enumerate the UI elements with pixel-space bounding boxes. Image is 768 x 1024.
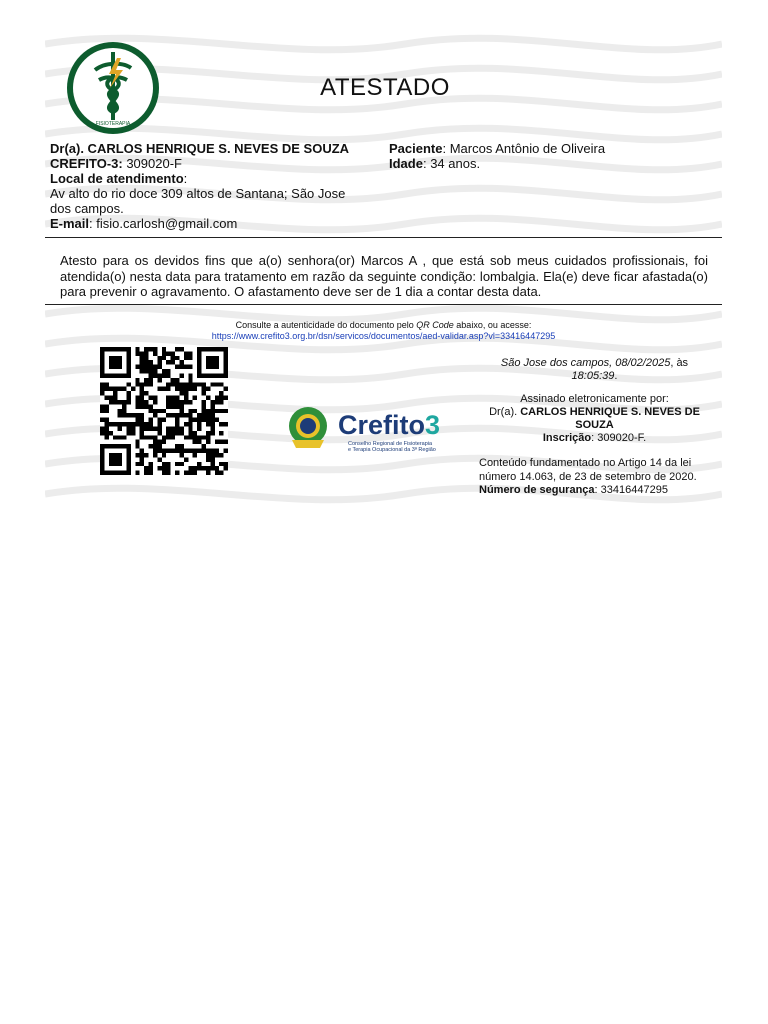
security-label: Número de segurança xyxy=(479,484,595,496)
signer-name: CARLOS HENRIQUE S. NEVES DE SOUZA xyxy=(520,406,700,431)
legal-block xyxy=(479,457,715,498)
age-value: : 34 anos. xyxy=(422,156,481,171)
patient-label: Paciente xyxy=(389,141,443,156)
certificate-sheet xyxy=(45,34,722,506)
doctor-info: Dr(a). CARLOS HENRIQUE S. NEVES DE SOUZA CREFITO-3: 309020-F Local de atendimento: Av alto do rio doce 309 altos de Santana; São Jose dos campos. E-mail: fisio.carlosh@gmail.com xyxy=(50,141,365,231)
age-label: Idade xyxy=(389,156,423,171)
certificate-text: Atesto para os devidos fins que a(o) senhora(or) Marcos A , que está sob meus cuidados profissionais, foi atendida(o) nesta data para tratamento em razão da seguinte condição: lombalgia. Ela(e) deve ficar afastada(o) para prevenir o agravamento. O afastamento deve ser de 1 dia a contar desta data. xyxy=(60,253,708,299)
crefito3-logo xyxy=(286,400,472,456)
qr-code[interactable] xyxy=(95,347,233,475)
email-label: E-mail xyxy=(50,216,90,231)
sign-time: 18:05:39 xyxy=(571,370,615,382)
email-value: : fisio.carlosh@gmail.com xyxy=(89,216,238,231)
location-label: Local de atendimento xyxy=(50,171,184,186)
address: Av alto do rio doce 309 altos de Santana; São Jose dos campos. xyxy=(50,186,346,216)
divider-top xyxy=(45,237,722,238)
crefito-label: CREFITO-3: xyxy=(50,156,123,171)
legal-basis: Conteúdo fundamentado no Artigo 14 da lei número 14.063, de 23 de setembro de 2020. xyxy=(479,457,697,483)
crefito-value: 309020-F xyxy=(122,156,182,171)
security-value: : 33416447295 xyxy=(594,484,668,496)
page-title: ATESTADO xyxy=(320,74,450,101)
verification-note: Consulte a autenticidade do documento pelo QR Code abaixo, ou acesse: https://www.crefito3.org.br/dsn/servicos/documentos/aed-validar.asp?vl=33416447295 xyxy=(45,320,722,342)
divider-bottom xyxy=(45,304,722,305)
svg-text:Conselho Regional de Fisiotera: Conselho Regional de Fisioterapia xyxy=(348,441,433,447)
inscricao-label: Inscrição xyxy=(542,432,592,444)
verification-link[interactable]: https://www.crefito3.org.br/dsn/servicos/documentos/aed-validar.asp?vl=33416447295 xyxy=(211,331,556,341)
patient-name: : Marcos Antônio de Oliveira xyxy=(442,141,606,156)
svg-text:e Terapia Ocupacional da 3ª Re: e Terapia Ocupacional da 3ª Região xyxy=(348,447,436,453)
signed-by: Assinado eletronicamente por: xyxy=(520,393,669,405)
doctor-name: Dr(a). CARLOS HENRIQUE S. NEVES DE SOUZA xyxy=(50,141,350,156)
physiotherapy-logo xyxy=(65,36,161,140)
svg-text:FISIOTERAPIA: FISIOTERAPIA xyxy=(95,121,131,127)
inscricao-value: : 309020-F. xyxy=(591,432,647,444)
patient-info xyxy=(389,141,709,171)
signature-block: São Jose dos campos, 08/02/2025, às 18:05:39. Assinado eletronicamente por: Dr(a). CARLOS HENRIQUE S. NEVES DE SOUZA Inscrição: 309020-F. xyxy=(478,357,711,445)
svg-text:Crefito3: Crefito3 xyxy=(338,410,441,440)
place-date: São Jose dos campos, 08/02/2025 xyxy=(500,357,671,369)
